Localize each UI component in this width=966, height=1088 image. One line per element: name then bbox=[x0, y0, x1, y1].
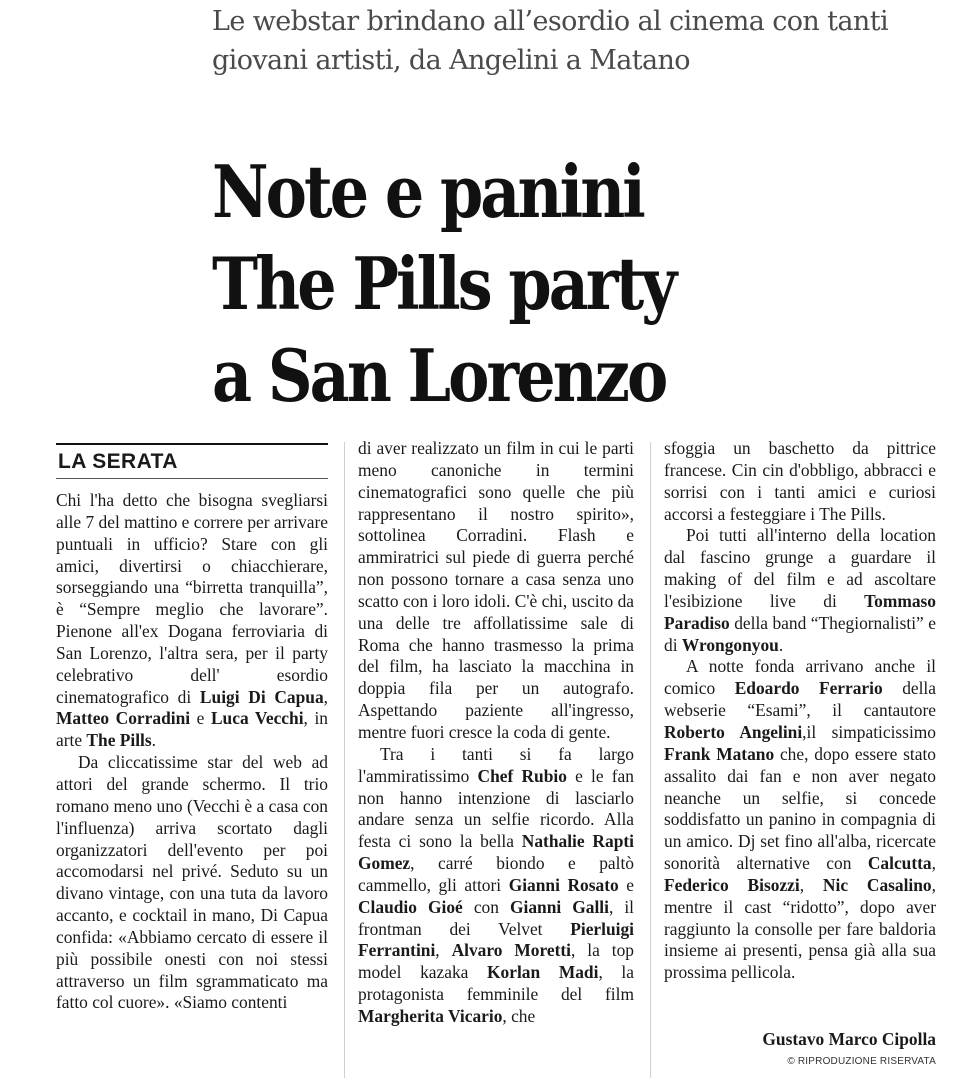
bold-name: Tommaso Paradiso bbox=[664, 590, 936, 633]
text-run: Tra i tanti si fa largo l'ammiratissimo bbox=[358, 743, 634, 786]
text-run: Da cliccatissime star del web ad attori del grande schermo. Il trio romano meno uno (Vecchi è a casa con l'influenza) arriva scortato dagli organizzatori dell'evento per poi accomodarsi nel privé. Seduto su un divano vintage, con una tuta da lavoro accanto, e cocktail in mano, Di Capua confida: «Abbiamo cercato di essere il più possibile onesti con noi stessi attraverso un film sgrammaticato ma fatto col cuore». «Siamo contenti bbox=[56, 752, 328, 1013]
bold-name: Margherita Vicario bbox=[358, 1005, 503, 1026]
text-run: , che bbox=[502, 1005, 536, 1026]
bold-name: Wrongonyou bbox=[681, 634, 779, 655]
text-run: , bbox=[323, 686, 329, 707]
text-run: , bbox=[435, 940, 452, 961]
text-run: , bbox=[799, 874, 823, 895]
bold-name: Nathalie Rapti Gomez bbox=[358, 831, 634, 874]
bold-name: Frank Matano bbox=[664, 743, 775, 764]
bold-name: Luigi Di Capua bbox=[199, 686, 324, 707]
headline-line: Note e panini bbox=[212, 149, 643, 234]
bold-name: Chef Rubio bbox=[477, 765, 567, 786]
paragraph bbox=[56, 490, 328, 752]
text-run: e le fan non hanno intenzione di lasciarlo andare senza un selfie ricordo. Alla festa ci sono la bella bbox=[358, 765, 634, 852]
text-run: e bbox=[618, 874, 634, 895]
bold-name: Matteo Corradini bbox=[56, 708, 191, 729]
paragraph bbox=[56, 752, 328, 1014]
text-run: , carré biondo e paltò cammello, gli attori bbox=[358, 853, 634, 895]
bold-name: Roberto Angelini bbox=[664, 721, 803, 742]
text-run: Chi l'ha detto che bisogna svegliarsi alle 7 del mattino e correre per arrivare puntuali in ufficio? Stare con gli amici, divertirsi o chiacchierare, sorseggiando una “birretta tranquilla”, è “Sempre meglio che lavorare”. Pienone all'ex Dogana ferroviaria di San Lorenzo, l'altra sera, per il party celebrativo dell' esordio cinematografico di bbox=[56, 490, 328, 707]
text-run: . bbox=[151, 730, 157, 751]
article-subtitle: Le webstar brindano all’esordio al cinema con tanti giovani artisti, da Angelini a Matano bbox=[212, 6, 888, 76]
text-run: , il frontman dei Velvet bbox=[358, 896, 635, 939]
text-run: Poi tutti all'interno della location dal fascino grunge a guardare il making of del film e ad ascoltare l'esibizione live di bbox=[664, 525, 936, 611]
text-run: con bbox=[462, 896, 510, 917]
text-run: , mentre il cast “ridotto”, dopo aver raggiunto la consolle per fare baldoria insieme ai presenti, pensa già alla sua prossima pellicola. bbox=[664, 874, 936, 983]
text-run: , bbox=[931, 853, 936, 874]
text-run: sfoggia un baschetto da pittrice francese. Cin cin d'obbligo, abbracci e sorrisi con i tanti amici e curiosi accorsi a festeggiare i The Pills. bbox=[664, 438, 936, 524]
bold-name: Gianni Galli bbox=[509, 896, 609, 917]
bold-name: Claudio Gioé bbox=[358, 896, 463, 917]
bold-name: Federico Bisozzi bbox=[664, 874, 800, 895]
bold-name: Alvaro Moretti bbox=[451, 940, 572, 961]
bold-name: Pierluigi Ferrantini bbox=[358, 918, 634, 961]
text-run: e bbox=[190, 708, 211, 729]
headline-line: The Pills party bbox=[212, 241, 675, 326]
bold-name: Edoardo Ferrario bbox=[734, 678, 883, 699]
bold-name: Calcutta bbox=[867, 853, 932, 874]
copyright-notice: © RIPRODUZIONE RISERVATA bbox=[787, 1056, 936, 1067]
article-column-3 bbox=[664, 438, 936, 984]
article-headline bbox=[212, 146, 848, 422]
byline: Gustavo Marco Cipolla bbox=[762, 1029, 936, 1049]
text-run: , la top model kazaka bbox=[358, 940, 634, 983]
text-run: A notte fonda arrivano anche il comico bbox=[664, 656, 936, 699]
text-run: di aver realizzato un film in cui le parti meno canoniche in termini cinematografici sono quelle che più rappresentano il nostro spirito», sottolinea Corradini. Flash e ammiratrici sul piede di guerra perché non possono tornare a casa senza uno scatto con i loro idoli. C'è chi, uscito da una delle tre affollatissime sale di Roma che hanno trasmesso la prima del film, ha lasciato la macchina in doppia fila per un autografo. Aspettando paziente all'ingresso, mentre fuori cresce la coda di gente. bbox=[358, 438, 634, 742]
paragraph bbox=[358, 744, 634, 1028]
text-run: della webserie “Esami”, il cantautore bbox=[664, 678, 936, 721]
text-run: , in arte bbox=[56, 708, 328, 751]
text-run: che, dopo essere stato assalito dai fan e non aver negato neanche un selfie, si concede soddisfatto un panino in compagnia di un amico. Dj set fino all'alba, ricercate sonorità alternative con bbox=[664, 743, 936, 874]
headline-line: a San Lorenzo bbox=[212, 333, 666, 418]
text-run: , la protagonista femminile del film bbox=[358, 962, 634, 1005]
paragraph bbox=[358, 438, 634, 744]
text-run: . bbox=[778, 634, 784, 655]
section-label: LA SERATA bbox=[56, 443, 328, 479]
text-run: ,il simpaticissimo bbox=[802, 721, 936, 742]
bold-name: Luca Vecchi bbox=[210, 708, 304, 729]
paragraph bbox=[664, 438, 936, 525]
bold-name: Korlan Madi bbox=[487, 962, 599, 983]
bold-name: Nic Casalino bbox=[822, 874, 932, 895]
paragraph bbox=[664, 525, 936, 656]
paragraph bbox=[664, 656, 936, 984]
article-column-2 bbox=[358, 438, 634, 1028]
bold-name: The Pills bbox=[86, 730, 152, 751]
text-run: della band “Thegiornalisti” e di bbox=[664, 612, 936, 655]
bold-name: Gianni Rosato bbox=[508, 874, 619, 895]
article-column-1 bbox=[56, 490, 328, 1014]
